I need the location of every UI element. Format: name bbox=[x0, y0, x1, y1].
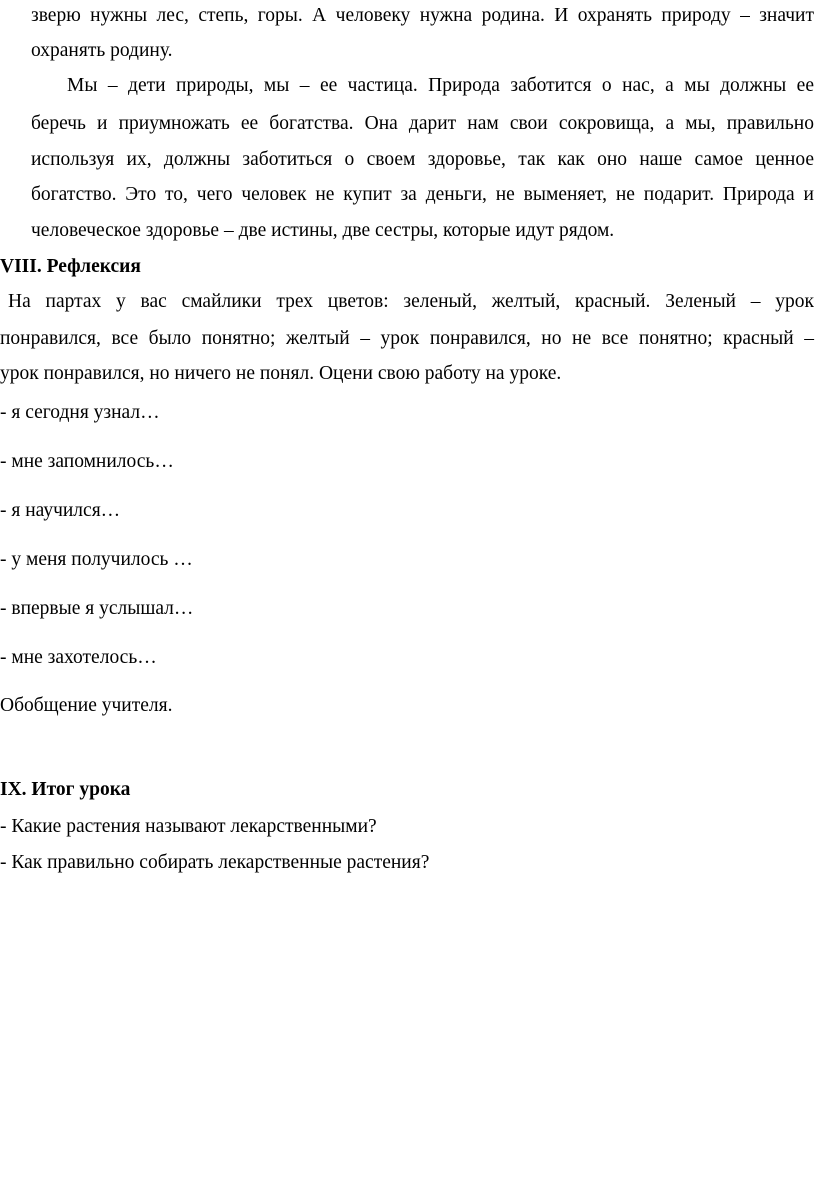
reflection-intro-line: понравился, все было понятно; желтый – урок понравился, но не все понятно; красный – bbox=[0, 328, 814, 349]
paragraph-line: Мы – дети природы, мы – ее частица. Природа заботится о нас, а мы должны ее bbox=[67, 75, 814, 96]
results-question: - Какие растения называют лекарственными? bbox=[0, 816, 377, 837]
paragraph-line: беречь и приумножать ее богатства. Она дарит нам свои сокровища, а мы, правильно bbox=[31, 113, 814, 134]
reflection-item: - мне захотелось… bbox=[0, 647, 157, 668]
reflection-item: - впервые я услышал… bbox=[0, 598, 194, 619]
reflection-intro-line: урок понравился, но ничего не понял. Оцени свою работу на уроке. bbox=[0, 363, 562, 384]
reflection-item: - я научился… bbox=[0, 500, 121, 521]
paragraph-line: охранять родину. bbox=[31, 40, 173, 61]
section-heading-reflection: VIII. Рефлексия bbox=[0, 256, 141, 277]
paragraph-line: зверю нужны лес, степь, горы. А человеку нужна родина. И охранять природу – значит bbox=[31, 5, 814, 26]
results-question: - Как правильно собирать лекарственные растения? bbox=[0, 852, 430, 873]
paragraph-line: человеческое здоровье – две истины, две сестры, которые идут рядом. bbox=[31, 220, 615, 241]
section-heading-lesson-results: IX. Итог урока bbox=[0, 779, 131, 800]
reflection-item: - мне запомнилось… bbox=[0, 451, 174, 472]
paragraph-line: используя их, должны заботиться о своем здоровье, так как оно наше самое ценное bbox=[31, 149, 814, 170]
reflection-item: - у меня получилось … bbox=[0, 549, 193, 570]
reflection-intro-line: На партах у вас смайлики трех цветов: зеленый, желтый, красный. Зеленый – урок bbox=[8, 291, 814, 312]
teacher-summary: Обобщение учителя. bbox=[0, 695, 173, 716]
paragraph-line: богатство. Это то, чего человек не купит за деньги, не выменяет, не подарит. Природа и bbox=[31, 184, 814, 205]
reflection-item: - я сегодня узнал… bbox=[0, 402, 160, 423]
